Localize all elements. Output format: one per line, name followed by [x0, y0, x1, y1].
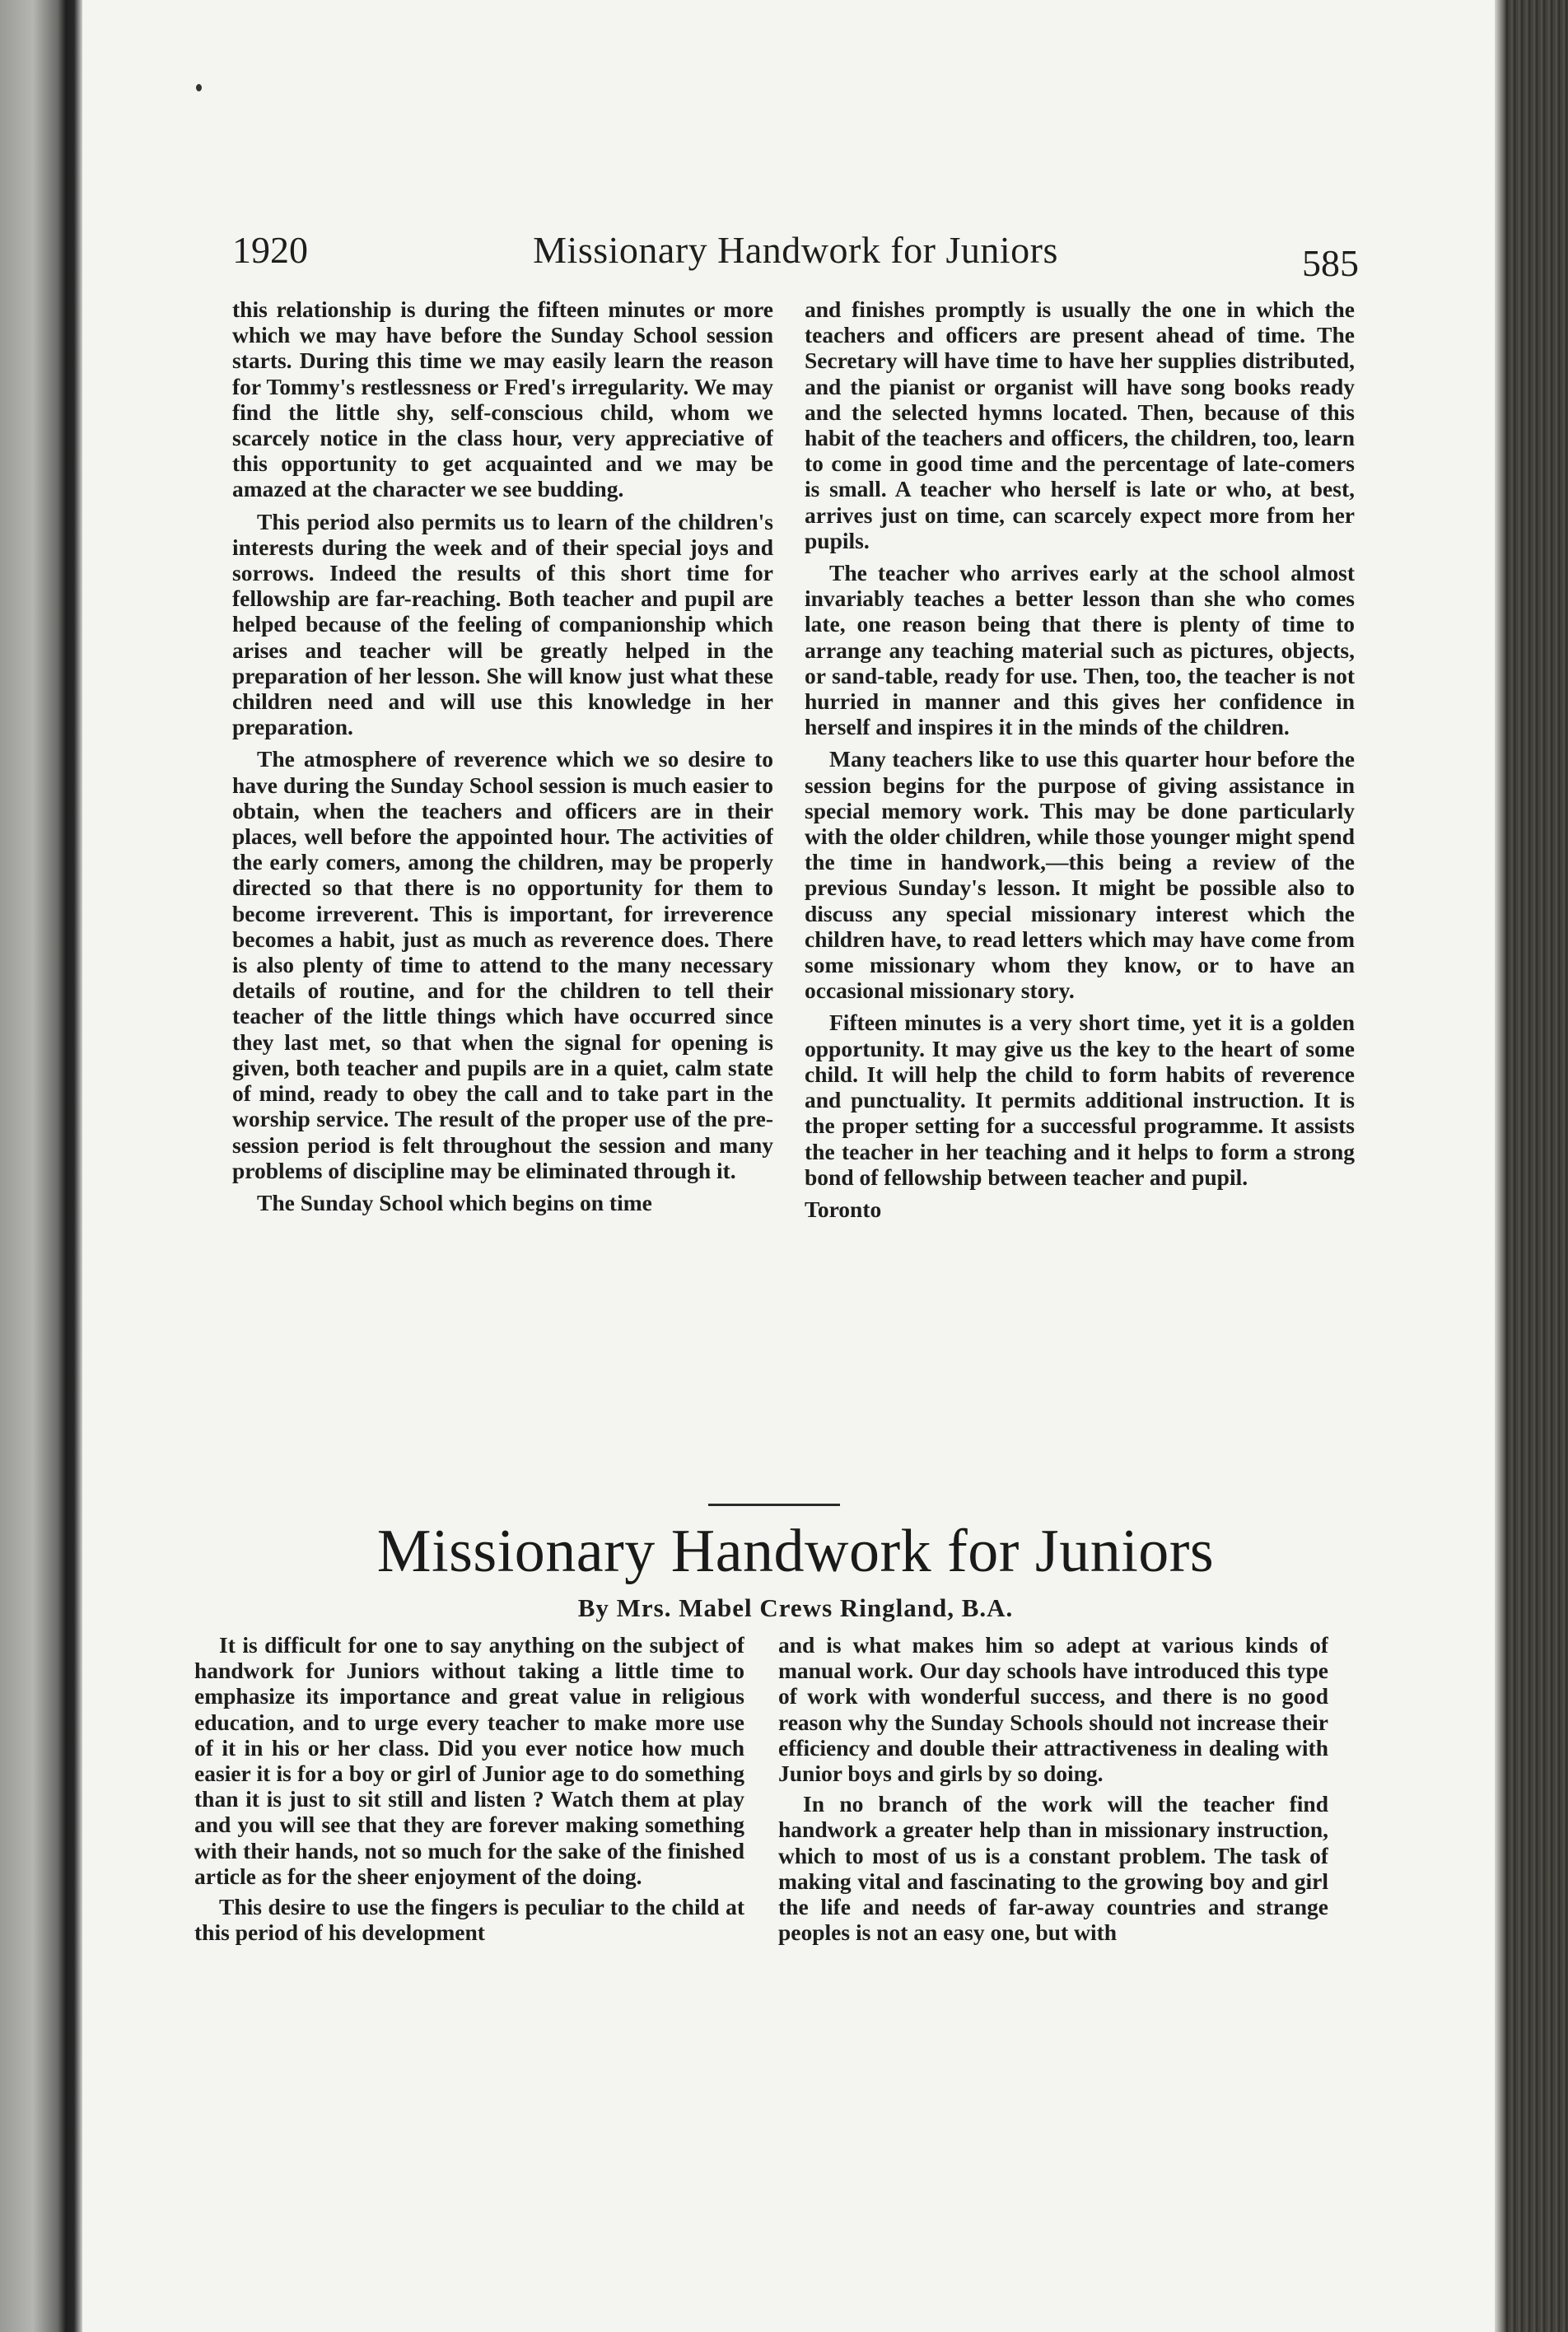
- paragraph: It is difficult for one to say anything on the subject of handwork for Juniors without taking a little time to emphasize its importance and great value in religious education, and to urge every teacher to make more use of it in his or her class. Did you ever notice how much easier it is for a boy or girl of Junior age to do something than it is just to sit still and listen ? Watch them at play and you will see that they are forever making something with their hands, not so much for the sake of the finished article as for the sheer enjoyment of the doing.: [194, 1632, 744, 1889]
- article-right-column: [778, 1632, 1328, 2060]
- scan-binding-edge: [0, 0, 82, 2332]
- paragraph: This period also permits us to learn of the children's interests during the week and of their special joys and sorrows. Indeed the results of this short time for fellowship are far-reaching. Both teacher and pupil are helped because of the feeling of companionship which arises and teacher will be greatly helped in the preparation of her lesson. She will know just what these children need and will use this knowledge in her preparation.: [232, 508, 773, 740]
- paragraph: The teacher who arrives early at the school almost invariably teaches a better lesson than she who comes late, one reason being that there is plenty of time to arrange any teaching material such as pictures, objects, or sand-table, ready for use. Then, too, the teacher is not hurried in manner and this gives her confidence in herself and inspires it in the minds of the children.: [805, 560, 1355, 740]
- header-year: 1920: [232, 229, 308, 271]
- page-number: 585: [1302, 242, 1359, 284]
- paragraph: In no branch of the work will the teacher find handwork a greater help than in missionary instruction, which to most of us is a constant problem. The task of making vital and fascinating to the growing boy and girl the life and needs of far-away countries and strange peoples is not an easy one, but with: [778, 1791, 1328, 1946]
- paragraph: this relationship is during the fifteen minutes or more which we may have before the Sunday School session starts. During this time we may easily learn the reason for Tommy's restlessness or Fred's irregularity. We may find the little shy, self-conscious child, whom we scarcely notice in the class hour, very appreciative of this opportunity to get acquainted and we may be amazed at the character we see budding.: [232, 296, 773, 502]
- paragraph: The atmosphere of reverence which we so desire to have during the Sunday School session is much easier to obtain, when the teachers and officers are in their places, well before the appointed hour. The activities of the early comers, among the children, may be properly directed so that there is no opportunity for them to become irreverent. This is important, for irreverence becomes a habit, just as much as reverence does. There is also plenty of time to attend to the many necessary details of routine, and for the children to tell their teacher of the little things which have occurred since they last met, so that when the signal for opening is given, both teacher and pupils are in a quiet, calm state of mind, ready to obey the call and to take part in the worship service. The result of the proper use of the pre-session period is felt throughout the session and many problems of discipline may be eliminated through it.: [232, 746, 773, 1183]
- article-byline: By Mrs. Mabel Crews Ringland, B.A.: [577, 1593, 1014, 1622]
- page-stack-edge: [1495, 0, 1568, 2332]
- paragraph: Many teachers like to use this quarter hour before the session begins for the purpose of giving assistance in special memory work. This may be done particularly with the older children, while those younger might spend the time in handwork,—this being a review of the previous Sunday's lesson. It might be possible also to discuss any special missionary interest which the children have, to read letters which may have come from some missionary whom they know, or to have an occasional missionary story.: [805, 746, 1355, 1004]
- signoff-location: Toronto: [805, 1196, 882, 1222]
- running-header: [232, 218, 1359, 284]
- paragraph: and is what makes him so adept at various kinds of manual work. Our day schools have introduced this type of work with wonderful success, and there is no good reason why the Sunday Schools should not increase their efficiency and double their attractiveness in dealing with Junior boys and girls by so doing.: [778, 1632, 1328, 1787]
- paragraph: and finishes promptly is usually the one in which the teachers and officers are present ahead of time. The Secretary will have time to have her supplies distributed, and the pianist or organist will have song books ready and the selected hymns located. Then, because of this habit of the teachers and officers, the children, too, learn to come in good time and the percentage of late-comers is small. A teacher who herself is late or who, at best, arrives just on time, can scarcely expect more from her pupils.: [805, 296, 1355, 553]
- section-divider: [708, 1504, 840, 1506]
- paragraph: Fifteen minutes is a very short time, yet it is a golden opportunity. It may give us the key to the heart of some child. It will help the child to form habits of reverence and punctuality. It permits additional instruction. It is the proper setting for a successful programme. It assists the teacher in her teaching and it helps to form a strong bond of fellowship between teacher and pupil.: [805, 1010, 1355, 1190]
- previous-article-left-column: [232, 296, 773, 1482]
- paragraph: The Sunday School which begins on time: [257, 1189, 652, 1215]
- article-left-column: [194, 1632, 744, 2044]
- previous-article-right-column: [805, 296, 1355, 1482]
- scan-speck: [196, 84, 202, 91]
- article-title: Missionary Handwork for Juniors: [376, 1518, 1215, 1585]
- header-running-title: Missionary Handwork for Juniors: [533, 229, 1058, 271]
- paragraph: This desire to use the fingers is peculiar to the child at this period of his development: [194, 1894, 744, 1946]
